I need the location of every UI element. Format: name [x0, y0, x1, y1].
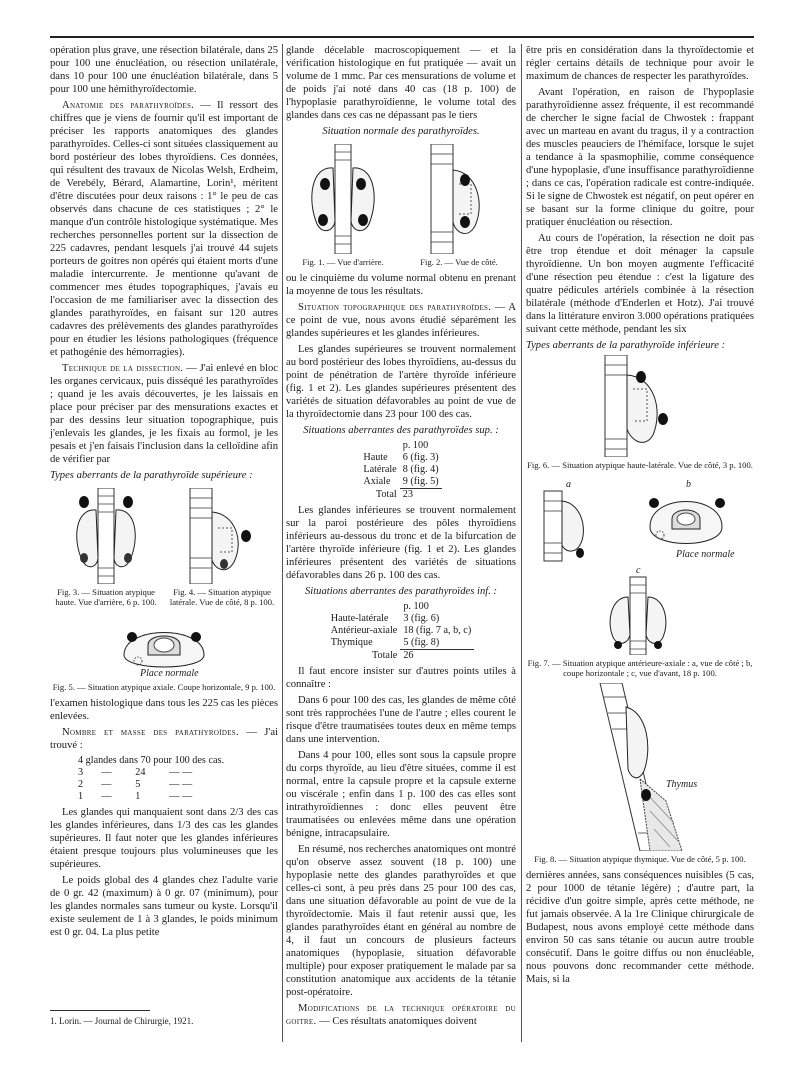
table-row: Haute 6 (fig. 3)	[363, 452, 439, 463]
table-row: 3 — 24 — —	[78, 767, 193, 778]
situation-normale-title: Situation normale des parathyroïdes.	[322, 126, 480, 137]
fig7-label-c: c	[636, 565, 641, 576]
column-1	[50, 44, 278, 942]
table-row: Axiale 9 (fig. 5)	[363, 476, 439, 488]
fig3-caption: Fig. 3. — Situation atypique haute. Vue d'arrière, 6 p. 100.	[55, 587, 157, 607]
fig5-caption: Fig. 5. — Situation atypique axiale. Coupe horizontale, 9 p. 100.	[52, 682, 276, 692]
column-divider-1	[282, 44, 283, 1042]
dans6-paragraph: Dans 6 pour 100 des cas, les glandes de même côté sont très rapprochées l'une de l'autre ; elles courent le risque d'être traumatisées toutes deux en même temps dans une intervention.	[286, 695, 516, 745]
glande-paragraph: glande décelable macroscopiquement — et la vérification histologique en fut pratiquée — avait un volume de 1 mmc. Par ces mensurations de volume et de poids j'ai noté dans 40 cas (18 p. 100) de l'hypoplasie parathyroïdienne, le volume total des glandes dans ces cas ne dépassant pas le tiers	[286, 45, 516, 121]
avant-paragraph: Avant l'opération, en raison de l'hypoplasie parathyroïdienne assez fréquente, il est recommandé de chercher le signe facial de Chwostek : frappant avec un marteau en avant du tragus, il y a contraction des muscles peauciers de l'hémiface, lorsque le sujet a tendance à la spasmophilie, comme conséquence d'une hypoplasie, d'une insuffisance parathyroïdienne ; dans ce cas, l'opération radicale est contre-indiquée. Si le signe de Chwostek est négatif, on peut opérer en se basant sur la forme clinique du goitre, pour pratiquer énucléation ou résection.	[526, 87, 754, 228]
fig5-label: Place normale	[140, 668, 199, 679]
glandes-inf-paragraph: Les glandes inférieures se trouvent normalement sur la paroi postérieure des pôles thyroïdiens inférieurs au-dessous du tronc et de la bifurcation de l'artère thyroïde inférieure (fig. 1 et 2). Les glandes inférieures présentent des variétés de situations défavorables dans 26 p. 100 des cas.	[286, 505, 516, 581]
figure-4	[166, 485, 278, 612]
table-row: 2 — 5 — —	[78, 779, 193, 790]
fig6-drawing	[575, 355, 705, 457]
technique-paragraph: Technique de la dissection. — J'ai enlevé en bloc les organes cervicaux, puis disséqué les parathyroïdes ; quand je les avais découvertes, je les laissais en place pour préciser par des mensurations exactes et par des dessins leur situation topographique, puis j'enlevais les glandes, je les fixais au formol, je les pesais et j'en faisais l'inclusion dans la celloïdine afin de vérifier par	[50, 363, 278, 465]
fig7-drawing	[526, 475, 754, 655]
dans4-paragraph: Dans 4 pour 100, elles sont sous la capsule propre du corps thyroïde, au lieu d'être situées, comme il est normal, entre la capsule propre et la capsule externe ou viscérale ; enfin dans 1 p. 100 des cas elles sont intrathyroïdiennes : donc elles peuvent être traumatisées ou enlevées même dans une opération bénigne, intracapsulaire.	[286, 750, 516, 839]
topo-heading: Situation topographique des parathyroïdes.	[298, 302, 492, 313]
count-table	[78, 755, 230, 803]
table-row: 1 — 1 — —	[78, 791, 193, 802]
topo-paragraph: Situation topographique des parathyroïdes. — A ce point de vue, nous avons étudié séparément les glandes supérieures et les glandes inférieures.	[286, 302, 516, 339]
types-sup-title: Types aberrants de la parathyroïde supérieure :	[50, 470, 253, 481]
modif-heading: Modifications de la technique opératoire du goitre.	[286, 1003, 516, 1027]
fig4-caption: Fig. 4. — Situation atypique latérale. Vue de côté, 8 p. 100.	[169, 587, 275, 607]
nombre-heading: Nombre et masse des parathyroïdes.	[62, 727, 239, 738]
cinquieme-paragraph: ou le cinquième du volume normal obtenu en prenant la moyenne de tous les résultats.	[286, 273, 516, 297]
table-row: Latérale 8 (fig. 4)	[363, 464, 439, 475]
fig3-fig4-row	[50, 485, 278, 612]
fig2-caption: Fig. 2. — Vue de côté.	[420, 257, 498, 267]
anatomie-paragraph: Anatomie des parathyroïdes. — Il ressort des chiffres que je viens de fournir qu'il est important de préciser les rapports anatomiques des glandes parathyroïdes. Celles-ci sont situées classiquement au bord postérieur des lobes thyroïdiens. Ces données, qui résultent des travaux de Nicolas Welsh, Erdheim, de Verebély, Bérard, Alamartine, Lorin¹, méritent d'être discutées pour deux raisons : 1° le peu de cas observés dans chacune de ces statistiques ; 2° le manque d'un contrôle histologique systématique. Mes recherches personnelles portent sur la dissection de 225 cadavres, pendant lesquels j'ai trouvé 44 sujets porteurs de goitres non opérés qui étaient morts d'une maladie intercurrente. Je mentionne qu'avant de commencer mes études topographiques, j'avais eu l'occasion de me familiariser avec la dissection des glandes parathyroïdes, en faisant sur 120 autres cadavres des prélèvements des glandes parathyroïdes pour en étudier les lésions pathologiques (fréquence et pathogénie des hémorragies).	[50, 100, 278, 358]
table-row: p. 100	[402, 440, 429, 451]
figure-5	[50, 615, 278, 692]
fig6-caption: Fig. 6. — Situation atypique haute-latérale. Vue de côté, 3 p. 100.	[527, 460, 753, 470]
figure-1	[286, 141, 400, 272]
cours-paragraph: Au cours de l'opération, la résection ne doit pas être trop étendue et doit ménager la capsule thyroïdienne. Un bon moyen augmente l'efficacité d'une résection peu étendue : c'est la ligature des quatre pédicules artériels combinée à la résection bilatérale (méthode d'Enderlen et Hotz). J'ai trouvé dans la littérature environ 3.000 opérations pratiquées suivant cette méthode, pendant les six	[526, 233, 754, 335]
column-divider-2	[521, 44, 522, 1042]
fig1-caption: Fig. 1. — Vue d'arrière.	[302, 257, 384, 267]
footnote: 1. Lorin. — Journal de Chirurgie, 1921.	[50, 1016, 194, 1026]
fig7-place-label: Place normale	[676, 549, 735, 560]
top-rule	[50, 36, 754, 38]
figure-7	[526, 475, 754, 678]
poids-paragraph: Le poids global des 4 glandes chez l'adulte varie de 0 gr. 42 (maximum) à 0 gr. 07 (minimum), pour les glandes normales sans tumeur ou kyste. Lorsqu'il existe seulement de 1 à 3 glandes, le poids minimum est 0 gr. 04. La plus petite	[50, 875, 278, 938]
etre-paragraph: être pris en considération dans la thyroïdectomie et régler certains détails de technique pour avoir le maximum de chances de respecter les parathyroïdes.	[526, 45, 754, 82]
table-row: Thymique 5 (fig. 8)	[330, 637, 440, 649]
anatomie-heading: Anatomie des parathyroïdes.	[62, 100, 195, 111]
fig7-caption: Fig. 7. — Situation atypique antérieure-axiale : a, vue de côté ; b, coupe horizontale ; c, vue d'avant, 18 p. 100.	[527, 658, 753, 678]
insister-paragraph: Il faut encore insister sur d'autres points utiles à connaître :	[286, 666, 516, 690]
column-2	[286, 44, 516, 1031]
sit-inf-title: Situations aberrantes des parathyroïdes inf. :	[304, 586, 498, 597]
fig1-drawing	[291, 144, 395, 254]
nombre-paragraph: Nombre et masse des parathyroïdes. — J'ai trouvé :	[50, 727, 278, 751]
table-row: Haute-latérale 3 (fig. 6)	[330, 613, 440, 624]
table-row: Totale 26	[328, 650, 474, 663]
footnote-rule	[50, 1010, 150, 1011]
figure-6	[526, 355, 754, 470]
column-3	[526, 44, 754, 989]
types-inf-title: Types aberrants de la parathyroïde inférieure :	[526, 340, 726, 351]
fig5-drawing	[104, 615, 224, 679]
fig8-drawing	[570, 683, 710, 851]
manquaient-paragraph: Les glandes qui manquaient sont dans 2/3 des cas les glandes inférieures, dans 1/3 des cas les glandes supérieures. Il faut noter que les glandes inférieures étaient presque toujours plus volumineuses que les supérieures.	[50, 807, 278, 870]
sit-inf-table	[328, 601, 474, 662]
fig3-drawing	[56, 488, 156, 584]
figure-8	[526, 683, 754, 864]
technique-heading: Technique de la dissection.	[62, 363, 184, 374]
table-row: p. 100	[403, 601, 429, 612]
glandes-sup-paragraph: Les glandes supérieures se trouvent normalement au bord postérieur des lobes thyroïdiens, au-dessus du point de pénétration de l'artère thyroïde inférieure (fig. 1 et 2). Les glandes supérieures présentent des variétés de situation défavorables au point de vue de la thyroïdectomie dans 23 pour 100 des cas.	[286, 344, 516, 420]
fig8-thymus-label: Thymus	[666, 779, 698, 790]
fig2-drawing	[407, 144, 511, 254]
fig8-caption: Fig. 8. — Situation atypique thymique. Vue de côté, 5 p. 100.	[534, 854, 746, 864]
figure-3	[50, 485, 162, 612]
table-row: Antérieur-axiale 18 (fig. 7 a, b, c)	[330, 625, 472, 636]
table-row: Total 23	[360, 489, 441, 502]
fig1-fig2-row	[286, 141, 516, 272]
figure-2	[402, 141, 516, 272]
dernieres-paragraph: dernières années, sans conséquences nuisibles (5 cas, 2 pour 1000 de tétanie légère) ; d'autre part, la récidive d'un goitre simple, après cette méthode, ne fut jamais observée. A la 1re Clinique chirurgicale de Budapest, nous avons employé cette méthode dans environ 50 cas sans tétanie ou aucun autre trouble consécutif. Dans le goitre diffus ou non énucléable, nous pouvons donc recommander cette méthode. Mais, si la	[526, 870, 754, 985]
fig7-label-a: a	[566, 479, 571, 490]
sit-sup-title: Situations aberrantes des parathyroïdes sup. :	[303, 425, 499, 436]
resume-paragraph: En résumé, nos recherches anatomiques ont montré qu'on observe assez souvent (18 p. 100) une hypoplasie nette des glandes parathyroïdes et que celles-ci sont, à peu près dans 25 pour 100 des cas, dans une situation défavorable au point de vue de la thyroïdectomie. Mais il faut retenir aussi que, les glandes parathyroïdes étant en général au nombre de 4, il faut un concours de plusieurs facteurs anatomiques (hypoplasie, situation défavorable multiple) pour exposer pratiquement le malade par sa constitution anatomique aux accidents de la tétanie post-opératoire.	[286, 844, 516, 998]
modif-paragraph: Modifications de la technique opératoire du goitre. — Ces résultats anatomiques doivent	[286, 1003, 516, 1027]
examen-paragraph: l'examen histologique dans tous les 225 cas les pièces enlevées.	[50, 698, 278, 722]
table-row: 4 glandes dans 70 pour 100 des cas.	[78, 755, 224, 766]
fig7-label-b: b	[686, 479, 691, 490]
sit-sup-table	[360, 440, 441, 501]
intro-paragraph: opération plus grave, une résection bilatérale, dans 25 pour 100 une énucléation, ou résection unilatérale, dans 10 pour 100 une énucléation bilatérale, dans 5 pour 100 une hémithyroïdectomie.	[50, 45, 278, 95]
fig4-drawing	[172, 488, 272, 584]
